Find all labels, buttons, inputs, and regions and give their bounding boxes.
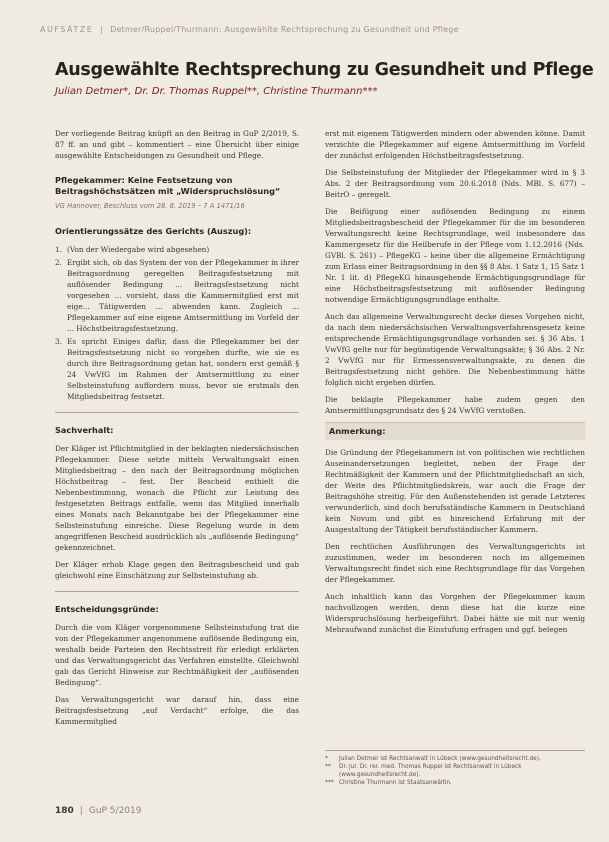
footnote xyxy=(325,779,585,787)
footnote xyxy=(325,755,585,763)
page-footer-separator: | xyxy=(79,806,83,816)
body-paragraph: Die Selbsteinstufung der Mitglieder der Pflegekammer wird in § 3 Abs. 2 der Beitragsordnung vom 20.6.2018 (Nds. MBl. S. 677) – BeitrO – geregelt. xyxy=(325,168,585,199)
footnote-text: Julian Detmer ist Rechtsanwalt in Lübeck (www.gesundheitsrecht.de). xyxy=(339,756,541,762)
body-paragraph: Die beklagte Pflegekammer habe zudem gegen den Amtsermittlungsgrundsatz des § 24 VwVfG verstoßen. xyxy=(325,395,585,415)
anmerkung-paragraph: Den rechtlichen Ausführungen des Verwaltungsgerichts ist zuzustimmen, weder im besonderen noch im allgemeinen Verwaltungsrecht findet sich eine Rechtsgrundlage für das Vorgehen der Pflegekammer. xyxy=(325,542,585,584)
orientierung-item-text: (Von der Wiedergabe wird abgesehen) xyxy=(67,245,210,254)
case-title: Pflegekammer: Keine Festsetzung von Beitragshöchstsätzen mit „Widerspruchslösung“ xyxy=(55,175,281,196)
footnote-text: Dr. jur. Dr. rer. med. Thomas Ruppel ist Rechtsanwalt in Lübeck (www.gesundheitsrecht.de). xyxy=(339,764,522,778)
left-column xyxy=(55,128,299,733)
orientierung-item-text: Es spricht Einiges dafür, dass die Pflegekammer bei der Beitragsfestsetzung nicht so vorgehen durfte, wie sie es durch ihre Beitragsordnung getan hat, sondern erst gemäß § 24 VwVfG im Rahmen der Amtsermittlung zu einer Selbsteinstufung auffordern muss, bevor sie erstmals den Mitgliedsbeitrag festsetzt. xyxy=(67,337,299,401)
page-footer xyxy=(55,806,141,816)
orientierung-list xyxy=(55,244,299,402)
orientierung-item xyxy=(55,257,299,334)
footnote xyxy=(325,763,585,779)
body-paragraph: erst mit eigenem Tätigwerden mindern oder abwenden könne. Damit verzichte die Pflegekammer auf eigene Amtsermittlung im Vorfeld der zunächst erfolgenden Höchstbeitragsfestsetzung. xyxy=(325,129,585,160)
orientierung-item xyxy=(55,336,299,402)
footnote-mark: * xyxy=(325,756,328,762)
sachverhalt-paragraph: Der Kläger erhob Klage gegen den Beitragsbescheid und gab gleichwohl eine Einschätzung zur Selbsteinstufung ab. xyxy=(55,560,299,580)
running-header-section: AUFSÄTZE xyxy=(40,25,94,34)
body-paragraph: Auch das allgemeine Verwaltungsrecht decke dieses Vorgehen nicht, da nach dem niedersächsischen Verwaltungsverfahrensgesetz keine entsprechende Ermächtigungsgrundlage vorhanden sei. § 36 Abs. 1 VwVfG gelte nur für begünstigende Verwaltungsakte; § 36 Abs. 2 Nr. 2 VwVfG nur für Ermessensverwaltungsakte, zu denen die Beitragsfestsetzung nicht gehöre. Die Nebenbestimmung hätte folglich nicht ergehen dürfen. xyxy=(325,312,585,387)
body-paragraph: Die Beifügung einer auflösenden Bedingung zu einem Mitgliedsbeitragsbescheid der Pflegekammer für die im besonderen Verwaltungsrecht keine Rechtsgrundlage, weil insbesondere das Kammergesetz für die Heilberufe in der Pflege vom 1.12.2016 (Nds. GVBl. S. 261) – PflegeKG – keine über die allgemeine Ermächtigung zum Erlass einer Beitragsordnung in den §§ 8 Abs. 1 Satz 1, 15 Satz 1 Nr. 1 lit. d) PflegeKG hinausgehende Ermächtigungsgrundlage für eine Höchstbeitragsfestsetzung mit auflösender Bedingung notwendige Ermächtigungsgrundlage enthalte. xyxy=(325,207,585,304)
article-authors: Julian Detmer*, Dr. Dr. Thomas Ruppel**, Christine Thurmann*** xyxy=(55,86,378,97)
orientierung-item-text: Ergibt sich, ob das System der von der Pflegekammer in ihrer Beitragsordnung geregelten Beitragsfestsetzung mit auflösender Bedingung ... Beitragsfestsetzung nicht vorgesehen ... vorsieht, dass die Kammermitglied erst mit eige... Tätigwerden ... abwenden kann. Zugleich ... Pflegekammer auf eine eigene Amtsermittlung im Vorfeld der ... Höchstbeitragsfestsetzung. xyxy=(67,258,299,333)
right-column xyxy=(325,128,585,641)
anmerkung-heading: Anmerkung: xyxy=(325,422,585,440)
sachverhalt-paragraph: Der Kläger ist Pflichtmitglied in der beklagten niedersächsischen Pflegekammer. Diese setzte mittels Verwaltungsakt einen Mitgliedsbeitrag – den nach der Beitragsordnung möglichen Höchstbeitrag – fest. Der Bescheid enthielt die Nebenbestimmung, wonach die Pflicht zur Leistung des festgesetzten Beitrags entfalle, wenn das Mitglied innerhalb eines Monats nach Bekanntgabe bei der Pflegekammer eine Selbsteinstufung einreiche. Diese Regelung wurde in dem angegriffenen Bescheid ausdrücklich als „auflösende Bedingung“ gekennzeichnet. xyxy=(55,444,299,552)
section-divider xyxy=(55,591,299,592)
orientierung-item-number: 1. xyxy=(55,245,62,254)
footnote-mark: *** xyxy=(325,780,334,786)
running-header-separator: | xyxy=(100,25,104,34)
footnote-text: Christine Thurmann ist Staatsanwältin. xyxy=(339,780,452,786)
section-divider xyxy=(55,412,299,413)
entscheidung-heading: Entscheidungsgründe: xyxy=(55,604,159,614)
page-number: 180 xyxy=(55,806,74,816)
sachverhalt-heading: Sachverhalt: xyxy=(55,425,114,435)
intro-paragraph: Der vorliegende Beitrag knüpft an den Beitrag in GuP 2/2019, S. 87 ff. an und gibt – kommentiert – eine Übersicht über einige ausgewählte Entscheidungen zu Gesundheit und Pflege. xyxy=(55,129,299,160)
entscheidung-paragraph: Durch die vom Kläger vorgenommene Selbsteinstufung trat die von der Pflegekammer angenommene auflösende Bedingung ein, weshalb beide Parteien den Rechtsstreit für erledigt erklärten und das Verwaltungsgericht das Verfahren einstellte. Gleichwohl gab das Gericht Hinweise zur Rechtmäßigkeit der „auflösenden Bedingung“. xyxy=(55,623,299,687)
orientierung-item xyxy=(55,244,299,255)
anmerkung-paragraph: Auch inhaltlich kann das Vorgehen der Pflegekammer kaum nachvollzogen werden, denn diese hat die kurze eine Widerspruchslösung herbeigeführt. Dabei hätte sie mit nur wenig Mehraufwand zunächst die Einstufung erfragen und ggf. belegen xyxy=(325,592,585,634)
entscheidung-paragraph: Das Verwaltungsgericht war darauf hin, dass eine Beitragsfestsetzung „auf Verdacht“ erfolge, die das Kammermitglied xyxy=(55,695,299,726)
footnotes xyxy=(325,750,585,787)
orientierung-heading: Orientierungssätze des Gerichts (Auszug): xyxy=(55,226,252,236)
orientierung-item-number: 3. xyxy=(55,337,62,346)
orientierung-item-number: 2. xyxy=(55,258,62,267)
footnote-mark: ** xyxy=(325,764,331,770)
anmerkung-paragraph: Die Gründung der Pflegekammern ist von politischen wie rechtlichen Auseinandersetzungen begleitet, neben der Frage der Rechtmäßigkeit der Kammern und der Pflichtmitgliedschaft an sich, der Weite des Pflichtmitgliedskreis, war auch die Frage der Beitragshöhe streitig. Für den Außenstehenden ist gerade Letzteres verwunderlich, sind doch berufsständische Kammern in Deutschland kein Novum und gibt es hinreichend Erfahrung mit der Ausgestaltung der Tätigkeit berufsständischer Kammern. xyxy=(325,448,585,534)
journal-issue: GuP 5/2019 xyxy=(88,806,142,816)
article-title: Ausgewählte Rechtsprechung zu Gesundheit und Pflege xyxy=(55,60,594,80)
running-header xyxy=(40,25,570,34)
case-citation: VG Hannover, Beschluss vom 28. 8. 2019 – 7 A 1471/16 xyxy=(55,202,245,210)
running-header-text: Detmer/Ruppel/Thurmann: Ausgewählte Rechtsprechung zu Gesundheit und Pflege xyxy=(110,25,459,34)
